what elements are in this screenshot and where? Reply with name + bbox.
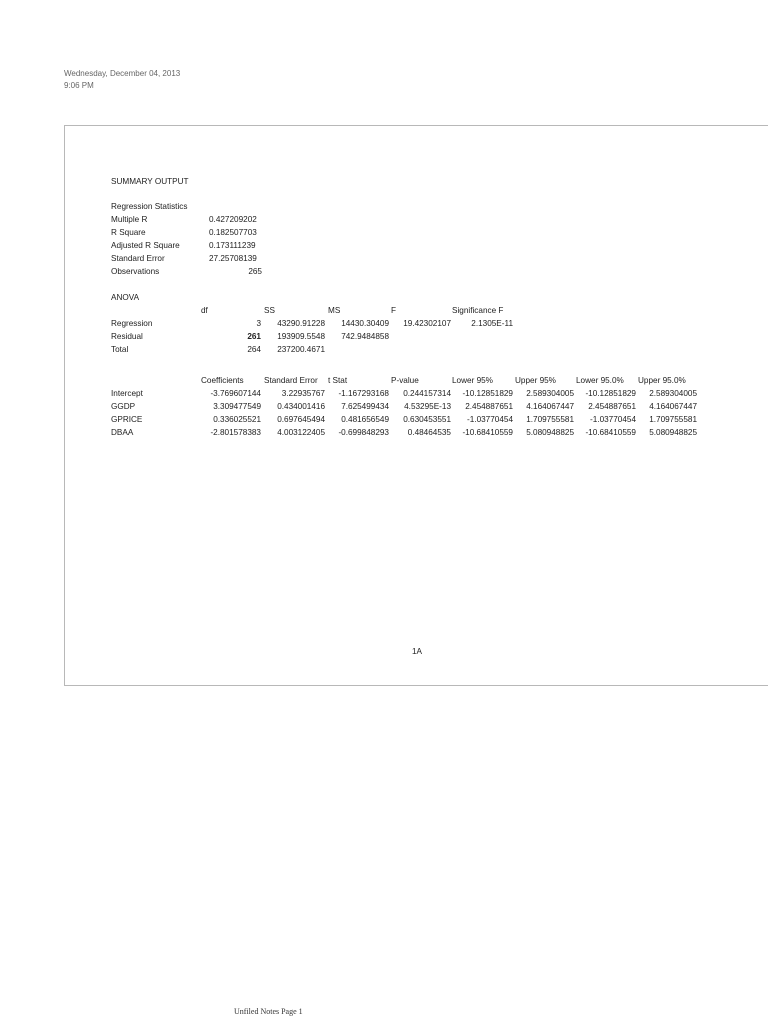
coef-cell: 0.48464535 — [407, 428, 451, 437]
coef-cell: -1.167293168 — [338, 389, 389, 398]
stat-label: Adjusted R Square — [111, 241, 180, 250]
stat-label: Multiple R — [111, 215, 148, 224]
coef-cell: 0.481656549 — [341, 415, 389, 424]
coef-cell: -2.801578383 — [210, 428, 261, 437]
anova-cell: 2.1305E-11 — [471, 319, 513, 328]
coef-cell: -1.03770454 — [467, 415, 513, 424]
anova-cell: 261 — [247, 332, 261, 341]
note-time: 9:06 PM — [64, 81, 94, 90]
coef-cell: 4.53295E-13 — [404, 402, 451, 411]
anova-heading: ANOVA — [111, 293, 140, 302]
coef-cell: 4.003122405 — [277, 428, 325, 437]
coef-cell: -10.68410559 — [585, 428, 636, 437]
coef-cell: 5.080948825 — [526, 428, 574, 437]
anova-col-header: MS — [328, 306, 341, 315]
stat-value: 0.173111239 — [209, 241, 256, 250]
coef-cell: -3.769607144 — [210, 389, 261, 398]
note-date: Wednesday, December 04, 2013 — [64, 69, 181, 78]
stat-value: 265 — [248, 267, 262, 276]
stat-value: 0.427209202 — [209, 215, 257, 224]
coef-col-header: P-value — [391, 376, 419, 385]
coef-cell: 2.589304005 — [526, 389, 574, 398]
stat-label: Observations — [111, 267, 160, 276]
coef-cell: 7.625499434 — [341, 402, 389, 411]
anova-col-header: df — [201, 306, 208, 315]
coef-cell: 2.589304005 — [649, 389, 697, 398]
coef-row-label: DBAA — [111, 428, 134, 437]
coef-cell: 0.434001416 — [277, 402, 325, 411]
coef-cell: 3.22935767 — [281, 389, 325, 398]
coef-col-header: t Stat — [328, 376, 348, 385]
anova-col-header: SS — [264, 306, 275, 315]
stat-label: R Square — [111, 228, 146, 237]
coef-cell: 1.709755581 — [526, 415, 574, 424]
coef-col-header: Standard Error — [264, 376, 318, 385]
anova-row-label: Total — [111, 345, 129, 354]
coef-col-header: Coefficients — [201, 376, 244, 385]
coef-cell: 0.336025521 — [213, 415, 261, 424]
coef-cell: 5.080948825 — [649, 428, 697, 437]
coef-cell: -0.699848293 — [338, 428, 389, 437]
anova-col-header: Significance F — [452, 306, 504, 315]
anova-row-label: Regression — [111, 319, 153, 328]
coef-row-label: GGDP — [111, 402, 136, 411]
coef-cell: 2.454887651 — [465, 402, 513, 411]
coef-cell: -1.03770454 — [590, 415, 636, 424]
notebook-footer: Unfiled Notes Page 1 — [234, 1007, 303, 1016]
coef-cell: 4.164067447 — [649, 402, 697, 411]
embedded-spreadsheet-printout — [64, 125, 768, 686]
coef-col-header: Lower 95.0% — [576, 376, 624, 385]
anova-row-label: Residual — [111, 332, 143, 341]
stat-label: Standard Error — [111, 254, 165, 263]
coef-cell: 1.709755581 — [649, 415, 697, 424]
page-label: 1A — [412, 647, 423, 656]
coef-cell: 2.454887651 — [588, 402, 636, 411]
coef-row-label: Intercept — [111, 389, 143, 398]
regression-statistics-heading: Regression Statistics — [111, 202, 188, 211]
anova-cell: 43290.91228 — [277, 319, 325, 328]
anova-cell: 264 — [247, 345, 261, 354]
stat-value: 27.25708139 — [209, 254, 257, 263]
coef-col-header: Upper 95.0% — [638, 376, 686, 385]
summary-output-title: SUMMARY OUTPUT — [111, 177, 189, 186]
anova-cell: 742.9484858 — [341, 332, 389, 341]
anova-cell: 237200.4671 — [277, 345, 325, 354]
coef-col-header: Lower 95% — [452, 376, 493, 385]
anova-cell: 14430.30409 — [341, 319, 389, 328]
anova-cell: 193909.5548 — [277, 332, 325, 341]
coef-cell: -10.12851829 — [585, 389, 636, 398]
coef-cell: 0.697645494 — [277, 415, 325, 424]
coef-cell: 4.164067447 — [526, 402, 574, 411]
coef-row-label: GPRICE — [111, 415, 143, 424]
coef-cell: -10.68410559 — [462, 428, 513, 437]
anova-cell: 3 — [256, 319, 261, 328]
coef-cell: 0.244157314 — [403, 389, 451, 398]
anova-cell: 19.42302107 — [403, 319, 451, 328]
coef-cell: 0.630453551 — [403, 415, 451, 424]
coef-col-header: Upper 95% — [515, 376, 556, 385]
coef-cell: 3.309477549 — [213, 402, 261, 411]
stat-value: 0.182507703 — [209, 228, 257, 237]
coef-cell: -10.12851829 — [462, 389, 513, 398]
anova-col-header: F — [391, 306, 397, 315]
